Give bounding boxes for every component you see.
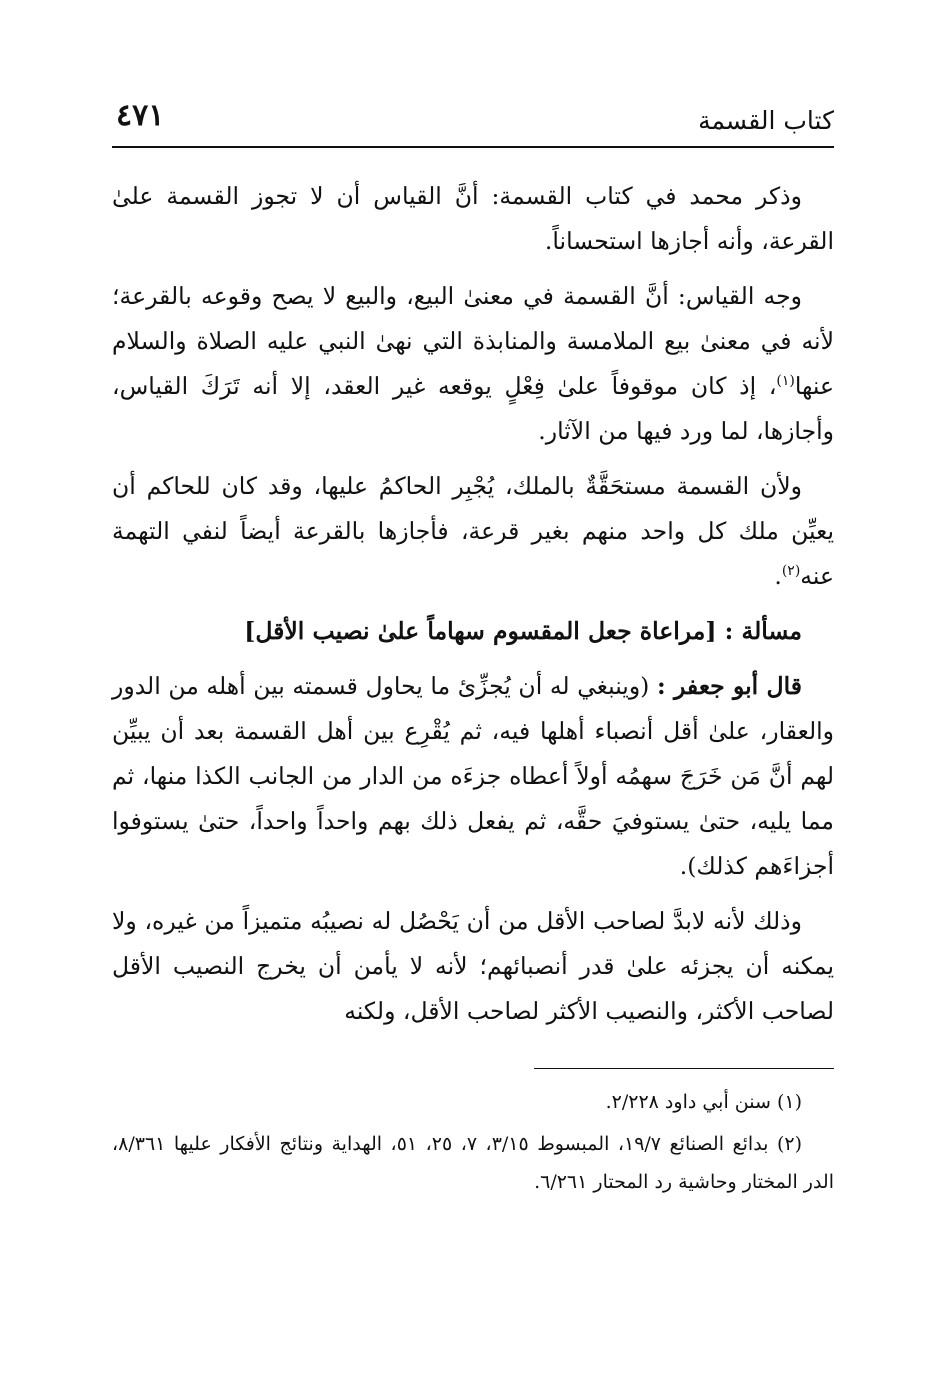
running-title: كتاب القسمة bbox=[698, 106, 834, 135]
quote-paragraph bbox=[112, 664, 834, 889]
paragraph-last: وذلك لأنه لابدَّ لصاحب الأقل من أن يَحْصُل له نصيبُه متميزاً من غيره، ولا يمكنه أن يجزئه علىٰ قدر أنصبائهم؛ لأنه لا يأمن أن يخرج النصيب الأقل لصاحب الأكثر، والنصيب الأكثر لصاحب الأقل، ولكنه bbox=[112, 907, 834, 1025]
masala-heading bbox=[112, 609, 834, 654]
paragraph-1: وذكر محمد في كتاب القسمة: أنَّ القياس أن لا تجوز القسمة علىٰ القرعة، وأنه أجازها استحساناً. bbox=[112, 182, 834, 255]
footnote-1: (١) سنن أبي داود ٢/٢٢٨. bbox=[605, 1091, 802, 1113]
quote-speaker: قال أبو جعفر : bbox=[656, 672, 802, 700]
footnote-separator bbox=[534, 1068, 834, 1069]
paragraph-2: وجه القياس: أنَّ القسمة في معنىٰ البيع، والبيع لا يصح وقوعه بالقرعة؛ لأنه في معنىٰ بيع الملامسة والمنابذة التي نهىٰ النبي عليه الصلاة والسلام عنها$^{(١)}$، إذ كان موقوفاً علىٰ فِعْلٍ يوقعه غير العقد، إلا أنه تَرَكَ القياس، وأجازها، لما ورد فيها من الآثار. bbox=[112, 282, 834, 445]
footnote-ref-1: (١) bbox=[776, 373, 795, 390]
page-header bbox=[112, 92, 834, 148]
book-page bbox=[112, 92, 834, 1205]
paragraph-3: ولأن القسمة مستحَقَّةٌ بالملك، يُجْبِر الحاكمُ عليها، وقد كان للحاكم أن يعيِّن ملك كل واحد منهم بغير قرعة، فأجازها بالقرعة أيضاً لنفي التهمة عنه$^{(٢)}$. bbox=[112, 472, 834, 590]
masala-title: [مراعاة جعل المقسوم سهاماً علىٰ نصيب الأقل] bbox=[244, 617, 717, 645]
footnote-separator-wrap bbox=[112, 1044, 834, 1069]
footnotes bbox=[112, 1083, 834, 1201]
footnote-2: (٢) بدائع الصنائع ١٩/٧، المبسوط ٣/١٥، ٧، ٢٥، ٥١، الهداية ونتائج الأفكار عليها ٨/٣٦١، الدر المختار وحاشية رد المحتار ٦/٢٦١. bbox=[112, 1133, 834, 1193]
masala-label: مسألة : bbox=[724, 617, 802, 645]
main-text bbox=[112, 174, 834, 1034]
quote-text: (وينبغي له أن يُجزِّئ ما يحاول قسمته بين أهله من الدور والعقار، علىٰ أقل أنصباء أهلها فيه، ثم يُقْرِع بين أهل القسمة بعد أن يبيِّن لهم أنَّ مَن خَرَجَ سهمُه أولاً أعطاه جزءَه من الدار من الجانب الكذا منها، ثم مما يليه، حتىٰ يستوفيَ حقَّه، ثم يفعل ذلك بهم واحداً واحداً، حتىٰ يستوفوا أجزاءَهم كذلك). bbox=[112, 672, 834, 880]
page-number: ٤٧١ bbox=[116, 98, 165, 133]
footnote-ref-2: (٢) bbox=[781, 563, 801, 580]
